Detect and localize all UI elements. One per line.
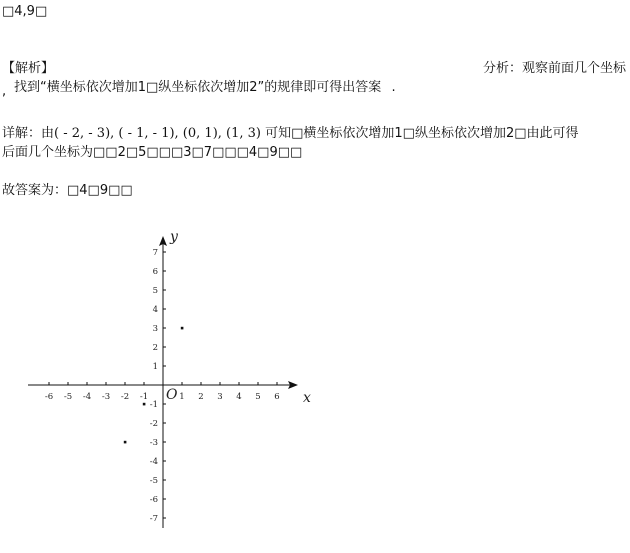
detail-points: ( - 2, - 3), ( - 1, - 1), (0, 1), (1, 3) bbox=[54, 126, 261, 141]
data-point bbox=[124, 441, 127, 444]
x-tick-label: -1 bbox=[139, 392, 149, 402]
analysis-text: 观察前面几个坐标 bbox=[521, 61, 626, 76]
data-point bbox=[143, 403, 146, 406]
analysis-period: . bbox=[391, 80, 396, 95]
y-tick-label: 2 bbox=[152, 343, 158, 353]
x-tick-label: 6 bbox=[274, 392, 280, 402]
y-tick-label: -1 bbox=[149, 400, 158, 410]
x-tick-label: -6 bbox=[44, 392, 54, 402]
y-tick-label: 7 bbox=[152, 248, 158, 258]
analysis-line bbox=[2, 61, 626, 77]
origin-label: O bbox=[166, 387, 178, 403]
analysis-rule: 找到“横坐标依次增加1□纵坐标依次增加2”的规律即可得出答案 bbox=[14, 80, 382, 95]
x-tick-label: 5 bbox=[255, 392, 261, 402]
x-tick-label: -2 bbox=[120, 392, 130, 402]
y-tick-label: -2 bbox=[149, 419, 158, 429]
y-tick-label: -7 bbox=[149, 514, 158, 524]
x-tick-label: -5 bbox=[63, 392, 73, 402]
analysis-line-2 bbox=[2, 80, 396, 99]
x-tick-label: 4 bbox=[236, 392, 242, 402]
y-tick-label: 1 bbox=[152, 362, 158, 372]
x-tick-label: 1 bbox=[179, 392, 185, 402]
detail-line-2: 后面几个坐标为□□2□5□□□3□7□□□4□9□□ bbox=[2, 145, 303, 160]
y-tick-label: 3 bbox=[152, 324, 158, 334]
y-tick-label: 5 bbox=[152, 286, 158, 296]
y-tick-label: 4 bbox=[152, 305, 158, 315]
y-tick-label: -3 bbox=[149, 438, 158, 448]
conclusion-line: 故答案为：□4□9□□ bbox=[2, 183, 133, 198]
data-point bbox=[181, 327, 184, 330]
y-tick-label: 6 bbox=[152, 267, 158, 277]
analysis-comma: , bbox=[2, 84, 7, 99]
x-tick-label: -3 bbox=[101, 392, 111, 402]
y-tick-label: -4 bbox=[149, 457, 158, 467]
detail-rest: 可知□横坐标依次增加1□纵坐标依次增加2□由此可得 bbox=[265, 126, 579, 141]
detail-line bbox=[2, 126, 579, 142]
y-tick-label: -5 bbox=[149, 476, 158, 486]
detail-label: 详解：由 bbox=[2, 126, 55, 141]
answer-line: □4,9□ bbox=[2, 4, 48, 19]
y-tick-label: -6 bbox=[149, 495, 158, 505]
x-axis-label: x bbox=[303, 390, 311, 406]
analysis-summary: 分析：观察前面几个坐标 bbox=[482, 61, 626, 76]
y-axis-label: y bbox=[170, 229, 178, 245]
coordinate-plane bbox=[0, 222, 630, 553]
x-tick-label: -4 bbox=[82, 392, 92, 402]
analysis-label: 分析 bbox=[482, 61, 509, 76]
analysis-heading: 【解析】 bbox=[2, 61, 55, 76]
x-tick-label: 3 bbox=[217, 392, 223, 402]
x-tick-label: 2 bbox=[198, 392, 204, 402]
